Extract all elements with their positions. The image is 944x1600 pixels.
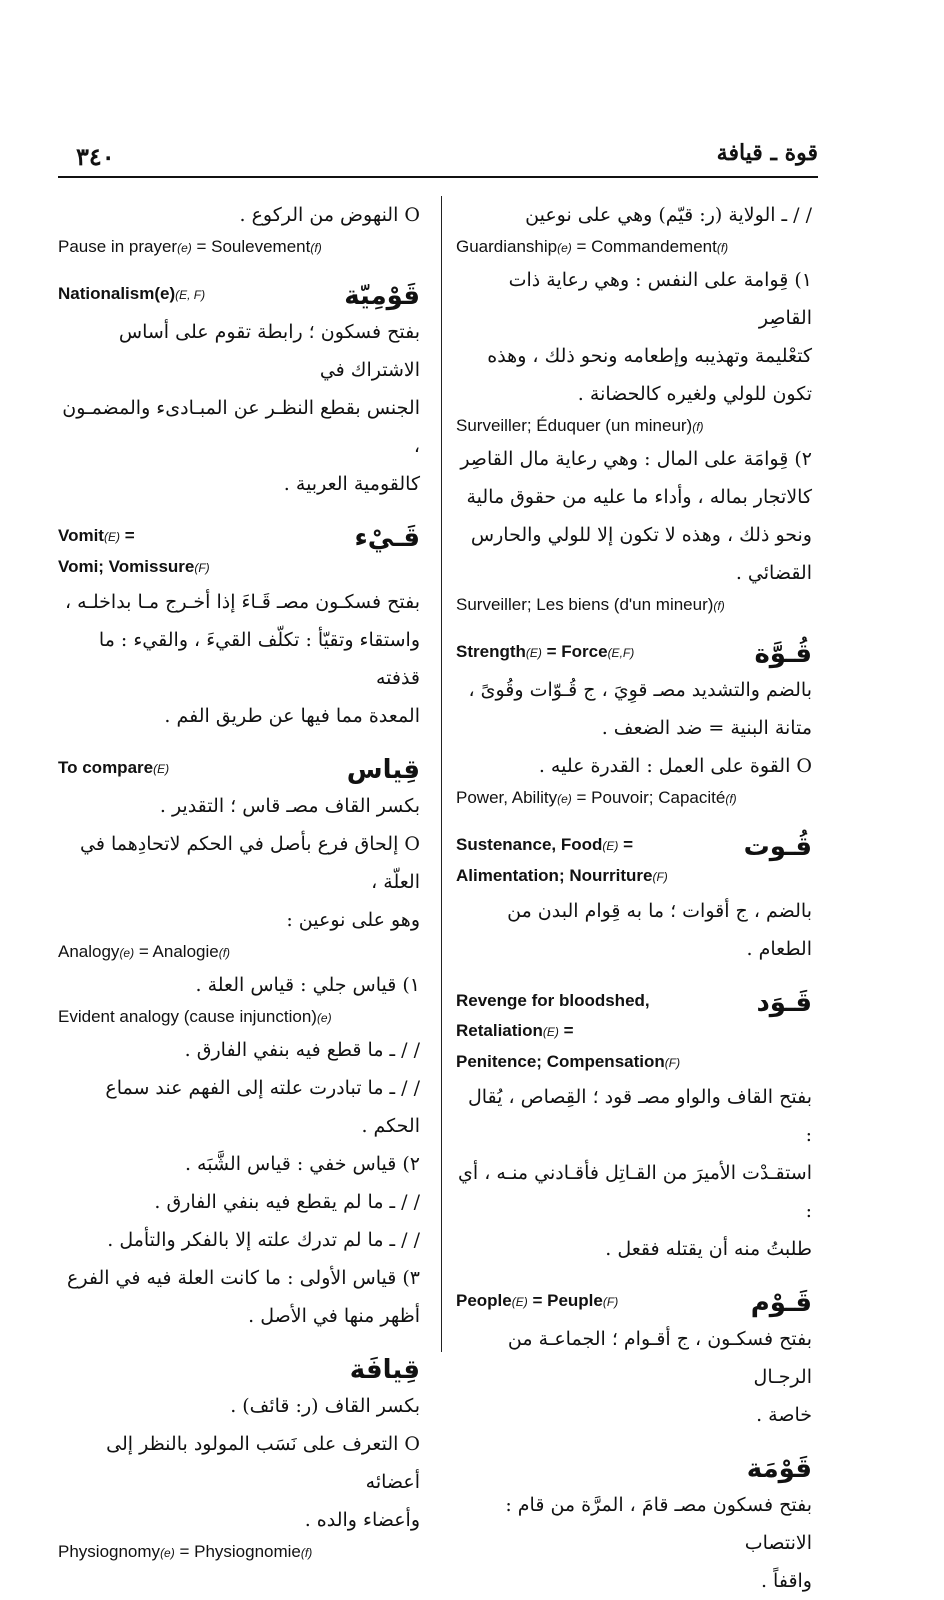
arabic-definition: استقـدْت الأميرَ من القـاتِل فأقـادني منـه ، أي :	[458, 1162, 812, 1222]
arabic-definition: بفتح فسكون مصـ قامَ ، المرَّة من قام : الانتصاب	[505, 1494, 812, 1554]
arabic-definition: واستقاء وتقيّأ : تكلّف القيءَ ، والقيء : ما قذفته	[98, 629, 420, 689]
language-tag: (f)	[218, 946, 231, 960]
english-term	[58, 552, 210, 583]
entry-english-heading	[456, 1286, 618, 1317]
entry-header	[58, 753, 420, 787]
arabic-definition: خاصة .	[756, 1404, 812, 1426]
language-tag: (E)	[153, 762, 170, 776]
english-term	[456, 861, 668, 892]
term-text: Surveiller; Éduquer (un mineur)	[456, 416, 693, 435]
language-tag: (E)	[511, 1295, 528, 1309]
entry-english-heading	[58, 279, 205, 310]
term-text: To compare	[58, 758, 154, 777]
english-term	[456, 1047, 680, 1078]
english-term	[58, 753, 169, 784]
entry-headword: قُـوَّة	[754, 639, 812, 669]
right-column	[456, 196, 812, 1600]
arabic-definition: كالقومية العربية .	[283, 473, 420, 495]
language-tag: (f)	[713, 599, 725, 613]
term-text: Alimentation; Nourriture	[456, 866, 653, 885]
language-tag: (f)	[310, 241, 322, 255]
english-term	[58, 939, 420, 966]
english-term	[456, 413, 812, 440]
arabic-definition: بالضم والتشديد مصـ قوِيَ ، ج قُـوّات وقُوىً ،	[468, 679, 812, 701]
term-equivalent: = Pouvoir; Capacité	[571, 788, 726, 807]
language-tag: (E)	[542, 1025, 559, 1039]
language-tag: (F)	[664, 1056, 681, 1070]
arabic-definition: وهو على نوعين :	[286, 909, 420, 931]
english-term	[456, 234, 812, 261]
arabic-definition: وأعضاء والده .	[304, 1509, 420, 1531]
arabic-definition: بكسر القاف مصـ قاس ؛ التقدير .	[159, 795, 420, 817]
term-text: Surveiller; Les biens (d'un mineur)	[456, 595, 714, 614]
arabic-definition: بالضم ، ج أقوات ؛ ما به قِوام البدن من الطعام .	[507, 900, 812, 960]
term-text: Nationalism(e)	[58, 284, 176, 303]
term-text: Evident analogy (cause injunction)	[58, 1007, 317, 1026]
english-term	[456, 986, 680, 1016]
entry-headword: قَـوَد	[756, 988, 812, 1018]
entry-headword: قَـوْم	[750, 1288, 812, 1318]
entry-english-heading	[456, 830, 668, 892]
language-tag: (e)	[557, 241, 572, 255]
language-tag: (E,F)	[607, 646, 635, 660]
entry-headword: قِياس	[346, 755, 420, 785]
language-tag: (f)	[716, 241, 729, 255]
term-text: Pause in prayer	[58, 237, 178, 256]
page-number: ٣٤٠	[76, 142, 115, 171]
language-tag: (F)	[602, 1295, 619, 1309]
arabic-definition: المعدة مما فيها عن طريق الفم .	[164, 705, 420, 727]
language-tag: (e)	[119, 946, 135, 960]
entry-headword: قِيافَة	[349, 1355, 420, 1385]
entry-headword: قَوْمِيّة	[344, 281, 420, 311]
entry-header	[456, 637, 812, 671]
language-tag: (e)	[160, 1546, 175, 1560]
header-rule	[58, 176, 818, 178]
entry-header	[58, 279, 420, 313]
arabic-definition: O القوة على العمل : القدرة عليه .	[538, 755, 812, 777]
term-text: Analogy	[58, 942, 120, 961]
language-tag: (e)	[177, 241, 192, 255]
arabic-definition: / / ـ ما قطع فيه بنفي الفارق .	[184, 1039, 420, 1061]
arabic-definition: متانة البنية = ضد الضعف .	[601, 717, 812, 739]
term-text: Retaliation	[456, 1021, 543, 1040]
language-tag: (E)	[525, 646, 542, 660]
term-text: Revenge for bloodshed,	[456, 991, 650, 1010]
arabic-definition: أظهر منها في الأصل .	[248, 1305, 420, 1327]
entry-headword: قَوْمَة	[746, 1454, 812, 1484]
term-text: Strength	[456, 642, 526, 661]
term-equivalent: =	[618, 835, 634, 854]
english-term	[58, 1539, 420, 1566]
term-equivalent: = Force	[541, 642, 608, 661]
english-term	[58, 1004, 420, 1031]
term-text: Penitence; Compensation	[456, 1052, 665, 1071]
term-equivalent: = Soulevement	[191, 237, 311, 256]
term-text: Power, Ability	[456, 788, 558, 807]
english-term	[456, 830, 668, 861]
language-tag: (F)	[652, 870, 668, 884]
column-divider	[441, 196, 442, 1352]
english-term	[58, 279, 205, 310]
arabic-definition: / / ـ الولاية (ر: قيّم) وهي على نوعين	[525, 204, 812, 226]
entry-english-heading	[456, 986, 680, 1078]
term-text: Vomi; Vomissure	[58, 557, 195, 576]
term-equivalent: = Commandement	[571, 237, 717, 256]
english-term	[58, 234, 420, 261]
entry-header	[58, 521, 420, 583]
arabic-definition: بكسر القاف (ر: قائف) .	[230, 1395, 420, 1417]
arabic-definition: O التعرف على نَسَب المولود بالنظر إلى أعضائه	[106, 1433, 420, 1493]
entry-header	[456, 986, 812, 1078]
arabic-definition: / / ـ ما تبادرت علته إلى الفهم عند سماع الحكم .	[105, 1077, 420, 1137]
english-term	[456, 1286, 618, 1317]
term-equivalent: = Physiognomie	[174, 1542, 301, 1561]
arabic-definition: بفتح فسكـون مصـ قَـاءَ إذا أخـرج مـا بداخلـه ،	[64, 591, 420, 613]
arabic-definition: تكون للولي ولغيره كالحضانة .	[577, 383, 812, 405]
arabic-definition: / / ـ ما لم يقطع فيه بنفي الفارق .	[154, 1191, 420, 1213]
term-equivalent: =	[558, 1021, 574, 1040]
english-term	[58, 521, 210, 552]
arabic-definition: طلبتُ منه أن يقتله فقعل .	[605, 1238, 812, 1260]
entry-header	[456, 1286, 812, 1320]
entry-headword: قُـوت	[743, 832, 812, 862]
term-text: People	[456, 1291, 512, 1310]
entry-english-heading	[456, 637, 634, 668]
language-tag: (e)	[316, 1011, 332, 1025]
language-tag: (f)	[300, 1546, 313, 1560]
entry-headword: قَـيْء	[354, 523, 420, 553]
arabic-definition: ٢) قِوامَة على المال : وهي رعاية مال القاصِر	[460, 448, 812, 470]
term-text: Vomit	[58, 526, 104, 545]
language-tag: (E)	[602, 839, 619, 853]
term-equivalent: =	[119, 526, 135, 545]
language-tag: (e)	[557, 792, 572, 806]
term-equivalent: = Peuple	[527, 1291, 603, 1310]
term-text: Physiognomy	[58, 1542, 161, 1561]
arabic-definition: كتعْليمة وتهذيبه وإطعامه ونحو ذلك ، وهذه	[487, 345, 812, 367]
arabic-definition: القضائي .	[735, 562, 812, 584]
language-tag: (E)	[103, 530, 120, 544]
term-text: Guardianship	[456, 237, 558, 256]
arabic-definition: كالاتجار بماله ، وأداء ما عليه من حقوق مالية	[466, 486, 812, 508]
arabic-definition: الجنس بقطع النظـر عن المبـادىء والمضمـون ،	[62, 397, 420, 457]
arabic-definition: ١) قِوامة على النفس : وهي رعاية ذات القاصِر	[508, 269, 812, 329]
entry-english-heading	[58, 753, 169, 784]
english-term	[456, 592, 812, 619]
arabic-definition: O النهوض من الركوع .	[239, 204, 420, 226]
left-column	[58, 196, 420, 1566]
arabic-definition: واقفاً .	[760, 1570, 812, 1592]
english-term	[456, 637, 634, 668]
english-term	[456, 1016, 680, 1047]
arabic-definition: بفتح فسكون ؛ رابطة تقوم على أساس الاشتراك في	[118, 321, 420, 381]
term-text: Sustenance, Food	[456, 835, 603, 854]
arabic-definition: ١) قياس جلي : قياس العلة .	[195, 974, 420, 996]
language-tag: (f)	[725, 792, 737, 806]
arabic-definition: ٣) قياس الأولى : ما كانت العلة فيه في الفرع	[67, 1267, 420, 1289]
arabic-definition: بفتح فسكـون ، ج أقـوام ؛ الجماعـة من الرجـال	[507, 1328, 812, 1388]
arabic-definition: ٢) قياس خفي : قياس الشَّبَه .	[184, 1153, 420, 1175]
running-head: قوة ـ قيافة	[716, 140, 818, 166]
arabic-definition: / / ـ ما لم تدرك علته إلا بالفكر والتأمل .	[107, 1229, 420, 1251]
term-equivalent: = Analogie	[134, 942, 219, 961]
entry-header	[456, 830, 812, 892]
language-tag: (F)	[194, 561, 210, 575]
language-tag: (f)	[692, 420, 704, 434]
english-term	[456, 785, 812, 812]
arabic-definition: بفتح القاف والواو مصـ قود ؛ القِصاص ، يُقال :	[467, 1086, 812, 1146]
arabic-definition: O إلحاق فرع بأصل في الحكم لاتحادِهما في العلّة ،	[80, 833, 420, 893]
language-tag: (E, F)	[175, 288, 206, 302]
arabic-definition: ونحو ذلك ، وهذه لا تكون إلا للولي والحارس	[470, 524, 812, 546]
entry-english-heading	[58, 521, 210, 583]
